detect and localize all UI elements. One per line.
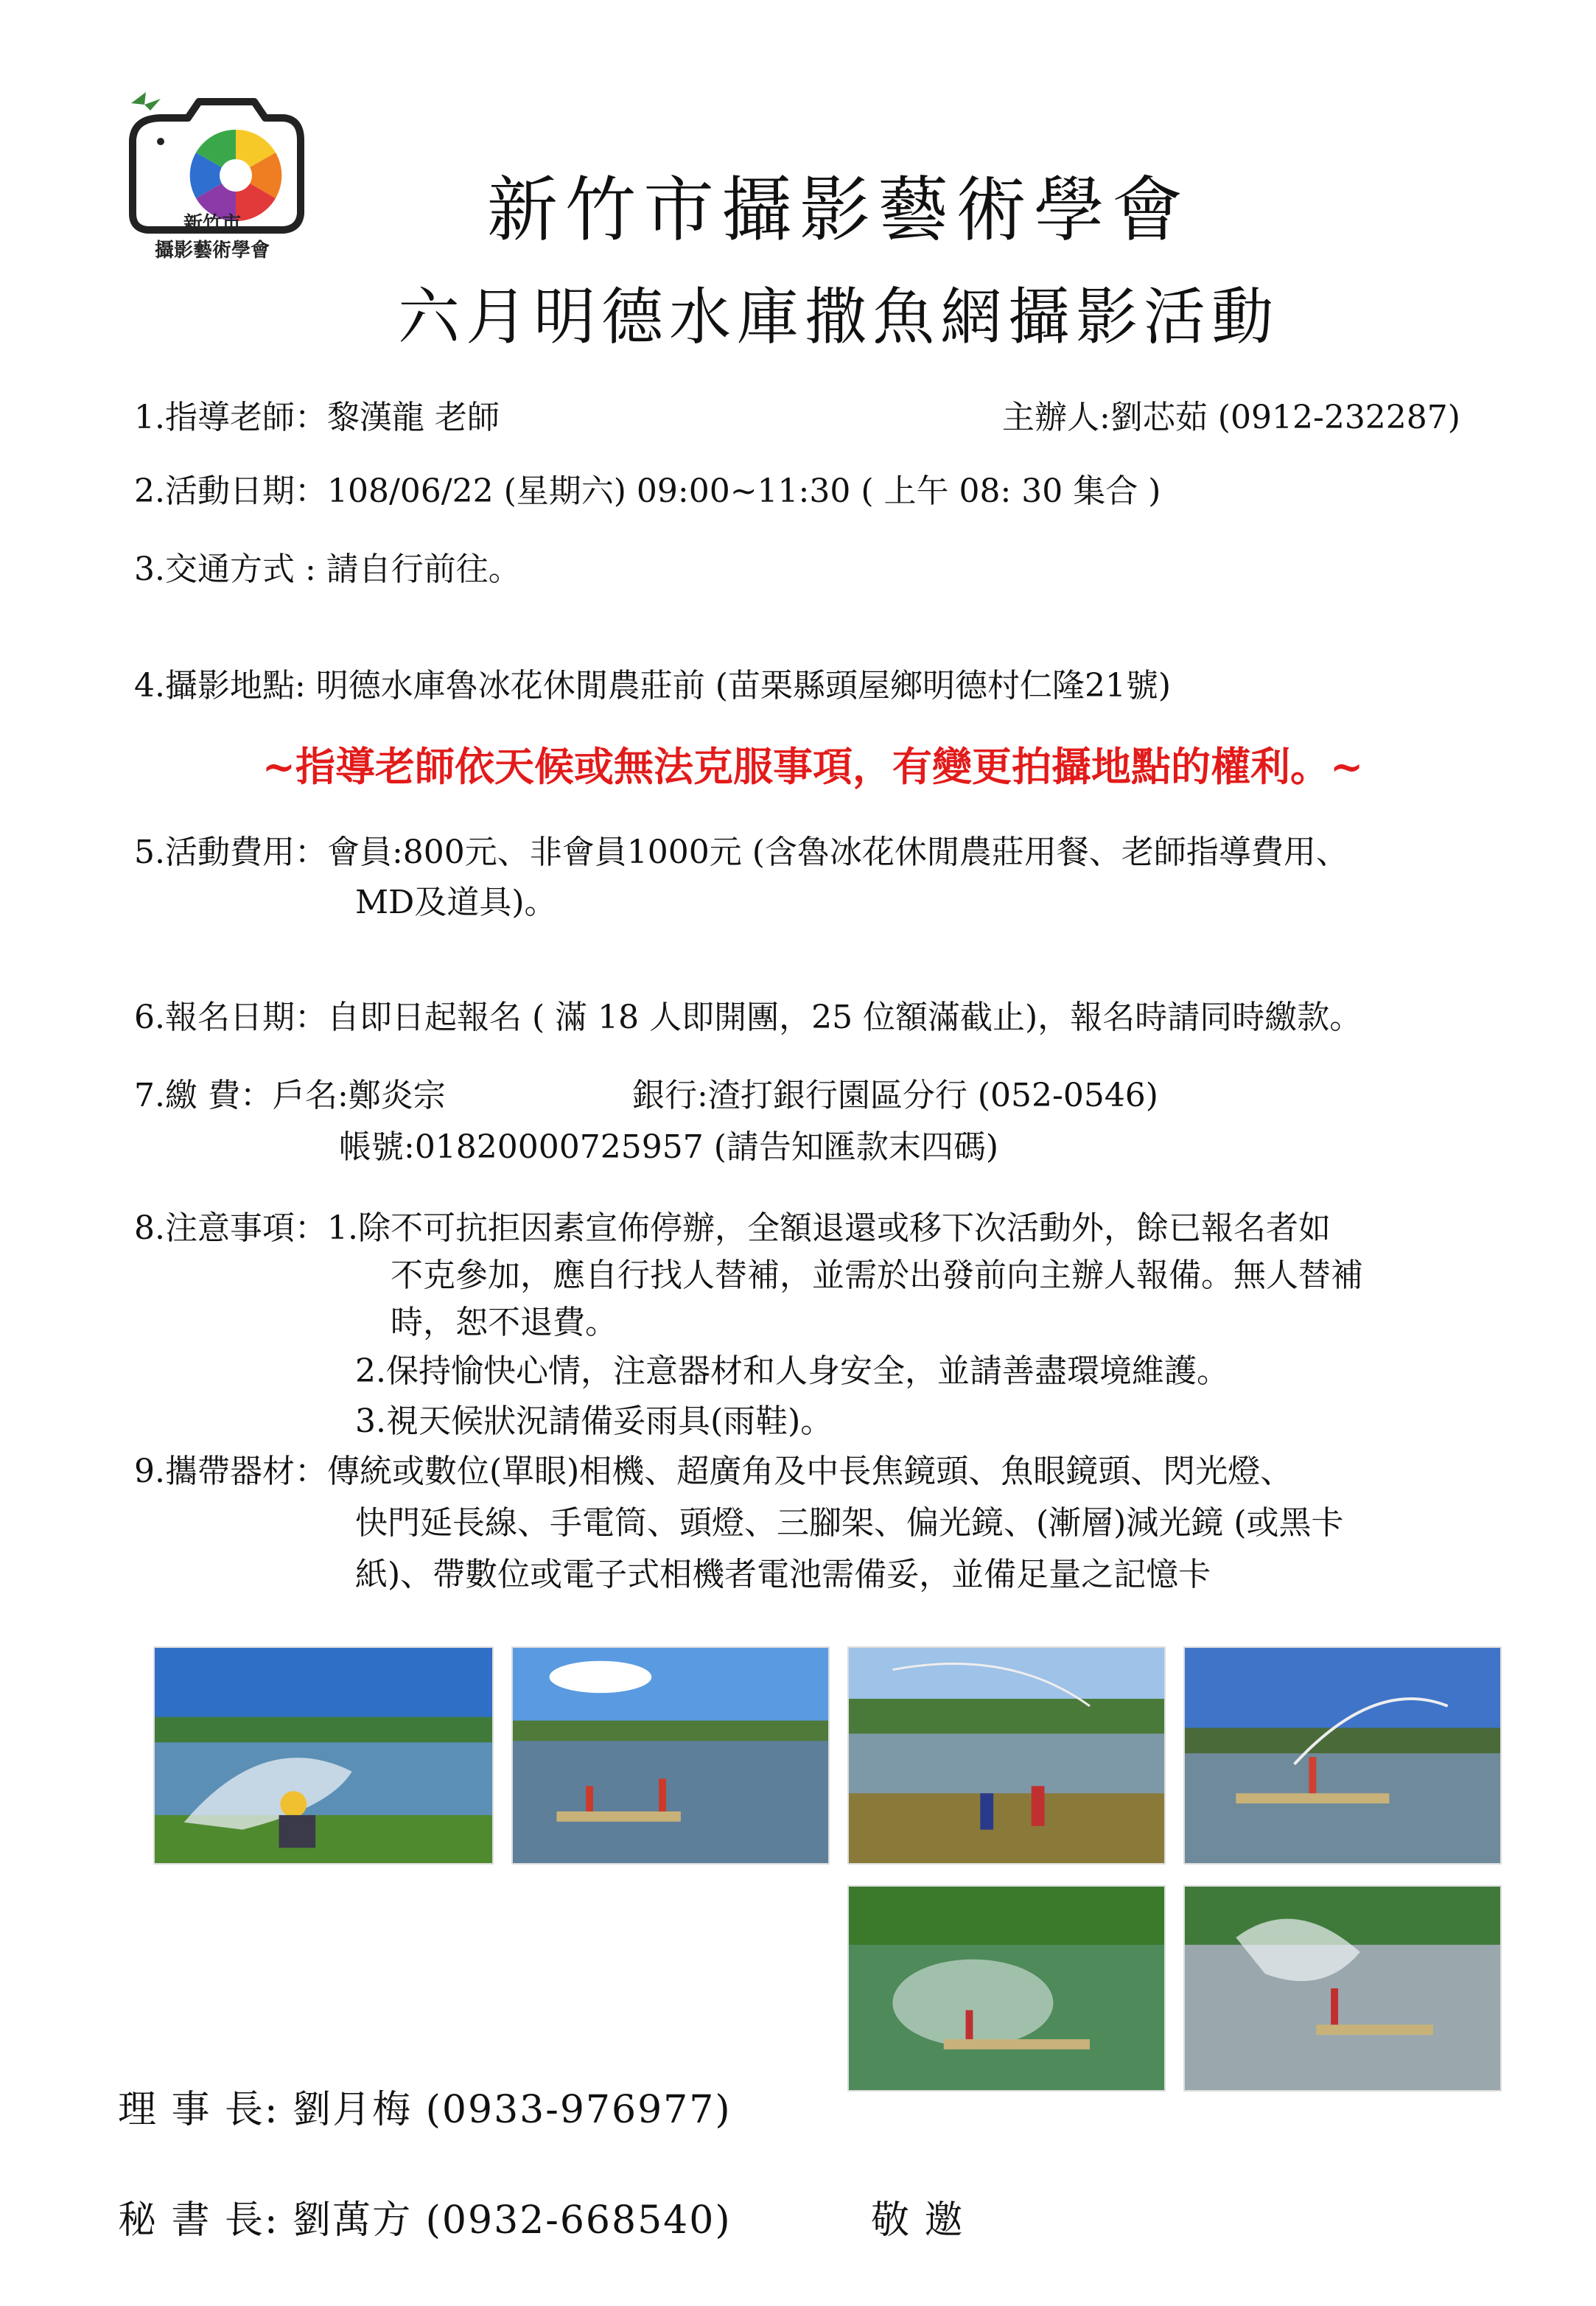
- chairperson-signature: 理 事 長: 劉月梅 (0933-976977): [118, 2088, 732, 2132]
- item-equipment: 9.攜帶器材：傳統或數位(單眼)相機、超廣角及中長焦鏡頭、魚眼鏡頭、閃光燈、: [134, 1453, 1293, 1490]
- page-title: 新竹市攝影藝術學會: [487, 169, 1190, 251]
- item-payment-bank: 銀行:渣打銀行園區分行 (052-0546): [632, 1077, 1158, 1114]
- item-payment: 7.繳 費：戶名:鄭炎宗: [134, 1077, 446, 1114]
- item-equipment-cont2: 紙)、帶數位或電子式相機者電池需備妥，並備足量之記憶卡: [355, 1556, 1211, 1593]
- photo-net-spread: [1183, 1885, 1502, 2092]
- item-payment-account: 帳號:01820000725957 (請告知匯款末四碼): [339, 1128, 999, 1166]
- item-transport: 3.交通方式 : 請自行前往。: [134, 551, 521, 588]
- warning-notice: ~指導老師依天候或無法克服事項，有變更拍攝地點的權利。~: [262, 743, 1364, 790]
- item-notes: 8.注意事項：1.除不可抗拒因素宣佈停辦，全額退還或移下次活動外，餘已報名者如: [134, 1209, 1331, 1247]
- photo-casting-group: [847, 1646, 1166, 1865]
- item-location: 4.攝影地點: 明德水庫魯冰花休閒農莊前 (苗栗縣頭屋鄉明德村仁隆21號): [134, 667, 1172, 705]
- photo-raft-casting: [1183, 1646, 1502, 1865]
- item-date: 2.活動日期：108/06/22 (星期六) 09:00~11:30 ( 上午 08: 30 集合 ): [134, 472, 1161, 510]
- item-equipment-cont1: 快門延長線、手電筒、頭燈、三腳架、偏光鏡、(漸層)減光鏡 (或黑卡: [355, 1504, 1344, 1542]
- secretary-signature: 秘 書 長: 劉萬方 (0932-668540): [118, 2198, 732, 2243]
- item-notes-3: 3.視天候狀況請備妥雨具(雨鞋)。: [355, 1402, 833, 1440]
- item-organizer: 主辦人:劉芯茹 (0912-232287): [1002, 399, 1460, 436]
- item-registration: 6.報名日期：自即日起報名 ( 滿 18 人即開團，25 位額滿截止)，報名時請同時繳款。: [134, 999, 1362, 1036]
- photo-river-casting: [847, 1885, 1166, 2092]
- item-notes-cont1: 不克參加，應自行找人替補，並需於出發前向主辦人報備。無人替補: [391, 1257, 1363, 1294]
- page-subtitle: 六月明德水庫撒魚網攝影活動: [397, 281, 1279, 353]
- item-fee-cont: MD及道具)。: [355, 884, 557, 921]
- photo-bamboo-raft: [511, 1646, 830, 1865]
- item-notes-cont2: 時，恕不退費。: [391, 1304, 617, 1341]
- item-instructor: 1.指導老師：黎漢龍 老師: [134, 399, 500, 436]
- closing-invitation: 敬 邀: [871, 2198, 965, 2243]
- item-notes-2: 2.保持愉快心情，注意器材和人身安全，並請善盡環境維護。: [355, 1352, 1229, 1390]
- photo-net-casting-shore: [153, 1646, 494, 1865]
- item-fee: 5.活動費用：會員:800元、非會員1000元 (含魯冰花休閒農莊用餐、老師指導費用、: [134, 834, 1348, 871]
- logo-caption: 新竹市 攝影藝術學會: [154, 213, 270, 262]
